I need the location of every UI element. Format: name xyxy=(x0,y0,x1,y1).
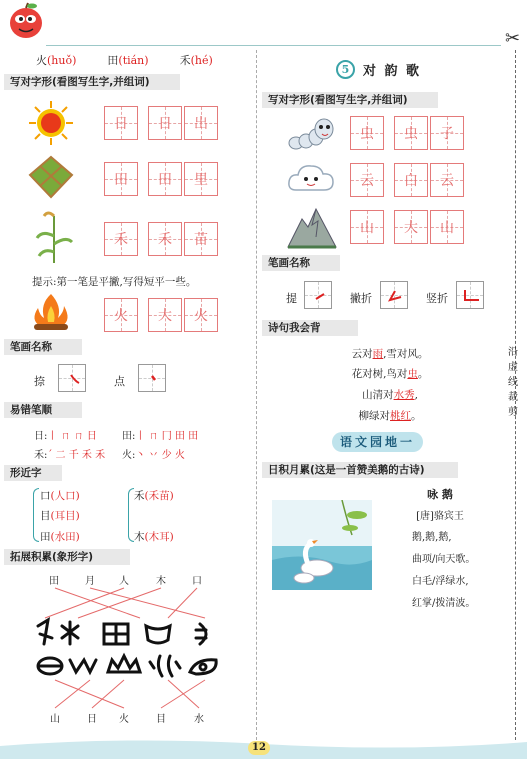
ancient-poem-line: 曲项/向天歌。 xyxy=(412,554,476,565)
header-line xyxy=(46,45,501,46)
order-row: 火:丶 丷 少 火 xyxy=(122,450,185,461)
pictograph-bottom-char: 山 xyxy=(50,714,60,725)
scissors-icon: ✂ xyxy=(505,28,521,49)
grid-char: 出 xyxy=(194,116,208,132)
grid-char: 日 xyxy=(114,116,128,132)
bracket-left xyxy=(33,488,39,542)
similar-item: 禾(禾苗) xyxy=(134,490,174,502)
grid-char: 白 xyxy=(404,173,418,189)
pictograph-bottom-char: 日 xyxy=(87,714,97,725)
field-image xyxy=(28,155,74,203)
grid-char: 火 xyxy=(194,308,208,324)
stroke-label: 撇折 xyxy=(350,292,372,305)
ancient-poem-author: [唐]骆宾王 xyxy=(416,511,464,522)
pictograph-top-char: 田 xyxy=(49,576,59,587)
grid-char: 苗 xyxy=(194,232,208,248)
section-title-daily: 日积月累(这是一首赞美鹅的古诗) xyxy=(262,462,458,478)
tian-grid-box xyxy=(104,106,138,140)
section-title-write-left: 写对字形(看图写生字,并组词) xyxy=(4,74,180,90)
pictograph-matching xyxy=(0,568,256,728)
order-row: 田:丨 ㄇ 冂 田 田 xyxy=(122,431,199,442)
tian-grid-box xyxy=(148,222,182,256)
grid-char: 虫 xyxy=(404,126,418,142)
ancient-poem-line: 鹅,鹅,鹅, xyxy=(412,532,452,543)
similar-item: 木(木耳) xyxy=(134,531,174,543)
side-note: 沿虚线裁剪 xyxy=(508,347,518,418)
poem-line: 花对树,鸟对虫。 xyxy=(351,368,429,380)
tian-grid-box xyxy=(184,106,218,140)
stroke-label: 提 xyxy=(286,292,297,305)
pinyin-item: 火(huǒ) xyxy=(36,54,77,67)
tian-grid-box xyxy=(350,116,384,150)
column-divider xyxy=(256,50,257,740)
pictograph-bottom-char: 目 xyxy=(156,714,166,725)
section-title-stroke-right: 笔画名称 xyxy=(262,255,340,271)
goose-image xyxy=(272,500,372,594)
tian-grid-box xyxy=(184,222,218,256)
pictograph-top-char: 木 xyxy=(156,576,166,587)
page-number: 12 xyxy=(248,741,270,755)
tian-grid-box xyxy=(148,298,182,332)
tian-grid-box xyxy=(430,116,464,150)
stroke-box-dian xyxy=(138,364,166,392)
tian-grid-box xyxy=(104,298,138,332)
tian-grid-box xyxy=(394,163,428,197)
tian-grid-box xyxy=(394,116,428,150)
grid-char: 山 xyxy=(360,220,374,236)
similar-item: 口(人口) xyxy=(40,490,80,502)
order-row: 日:丨 ㄇ ㄇ 日 xyxy=(34,431,97,442)
tian-grid-box xyxy=(394,210,428,244)
pictograph-top-char: 月 xyxy=(85,576,95,587)
pictograph-top-char: 口 xyxy=(192,576,202,587)
grid-char: 日 xyxy=(158,116,172,132)
stroke-label: 竖折 xyxy=(426,292,448,305)
sun-image xyxy=(28,100,74,150)
similar-item: 目(耳目) xyxy=(40,510,80,522)
similar-item: 田(水田) xyxy=(40,531,80,543)
grid-char: 大 xyxy=(158,308,172,324)
tian-grid-box xyxy=(350,210,384,244)
tian-grid-box xyxy=(430,210,464,244)
section-title-similar: 形近字 xyxy=(4,465,62,481)
grid-char: 禾 xyxy=(114,232,128,248)
grid-char: 禾 xyxy=(158,232,172,248)
grid-char: 云 xyxy=(360,173,374,189)
section-title-poem: 诗句我会背 xyxy=(262,320,358,336)
poem-line: 柳绿对桃红。 xyxy=(358,410,422,422)
lesson-title: 对 韵 歌 xyxy=(363,64,422,79)
lesson-number-badge: 5 xyxy=(336,60,355,79)
grid-char: 山 xyxy=(440,220,454,236)
ancient-poem-line: 红掌/拨清波。 xyxy=(412,598,476,609)
fire-image xyxy=(28,292,74,336)
tian-grid-box xyxy=(184,162,218,196)
grid-char: 火 xyxy=(114,308,128,324)
grid-char: 田 xyxy=(114,172,128,188)
tian-grid-box xyxy=(148,106,182,140)
section-title-stroke-left: 笔画名称 xyxy=(4,339,82,355)
tian-grid-box xyxy=(104,162,138,196)
order-row: 禾:ˊ 二 千 禾 禾 xyxy=(34,450,106,461)
tian-grid-box xyxy=(104,222,138,256)
section-title-order: 易错笔顺 xyxy=(4,402,82,418)
mountain-image xyxy=(286,205,338,253)
rice-plant-image xyxy=(34,206,74,268)
mascot-apple xyxy=(6,2,46,42)
grid-char: 大 xyxy=(404,220,418,236)
grid-char: 云 xyxy=(440,173,454,189)
stroke-box-shuzhe xyxy=(456,281,484,309)
pictograph-bottom-char: 火 xyxy=(119,714,129,725)
poem-line: 云对雨,雪对风。 xyxy=(351,348,429,360)
pictograph-top-char: 人 xyxy=(119,576,129,587)
tian-grid-box xyxy=(430,163,464,197)
cloud-image xyxy=(286,160,336,200)
garden-title-banner: 语文园地一 xyxy=(332,432,423,452)
section-title-write-right: 写对字形(看图写生字,并组词) xyxy=(262,92,438,108)
section-title-expand: 拓展积累(象形字) xyxy=(4,549,130,565)
pinyin-row xyxy=(36,52,256,68)
stroke-box-piezhe xyxy=(380,281,408,309)
grid-char: 子 xyxy=(440,126,454,142)
tian-grid-box xyxy=(350,163,384,197)
stroke-box-ti xyxy=(304,281,332,309)
pinyin-item: 禾(hé) xyxy=(179,54,213,67)
hint-text: 提示:第一笔是平撇,写得短平一些。 xyxy=(32,276,197,288)
stroke-label: 捺 xyxy=(34,375,45,388)
stroke-label: 点 xyxy=(114,375,125,388)
stroke-box-na xyxy=(58,364,86,392)
caterpillar-image xyxy=(286,113,336,157)
pictograph-bottom-char: 水 xyxy=(194,714,204,725)
ancient-poem-title: 咏 鹅 xyxy=(427,488,453,501)
poem-line: 山清对水秀, xyxy=(362,389,418,401)
grid-char: 田 xyxy=(158,172,172,188)
ancient-poem-line: 白毛/浮绿水, xyxy=(412,576,469,587)
lesson-header xyxy=(336,60,421,79)
grid-char: 虫 xyxy=(360,126,374,142)
grid-char: 里 xyxy=(194,172,208,188)
tian-grid-box xyxy=(148,162,182,196)
tian-grid-box xyxy=(184,298,218,332)
pinyin-item: 田(tián) xyxy=(107,54,149,67)
